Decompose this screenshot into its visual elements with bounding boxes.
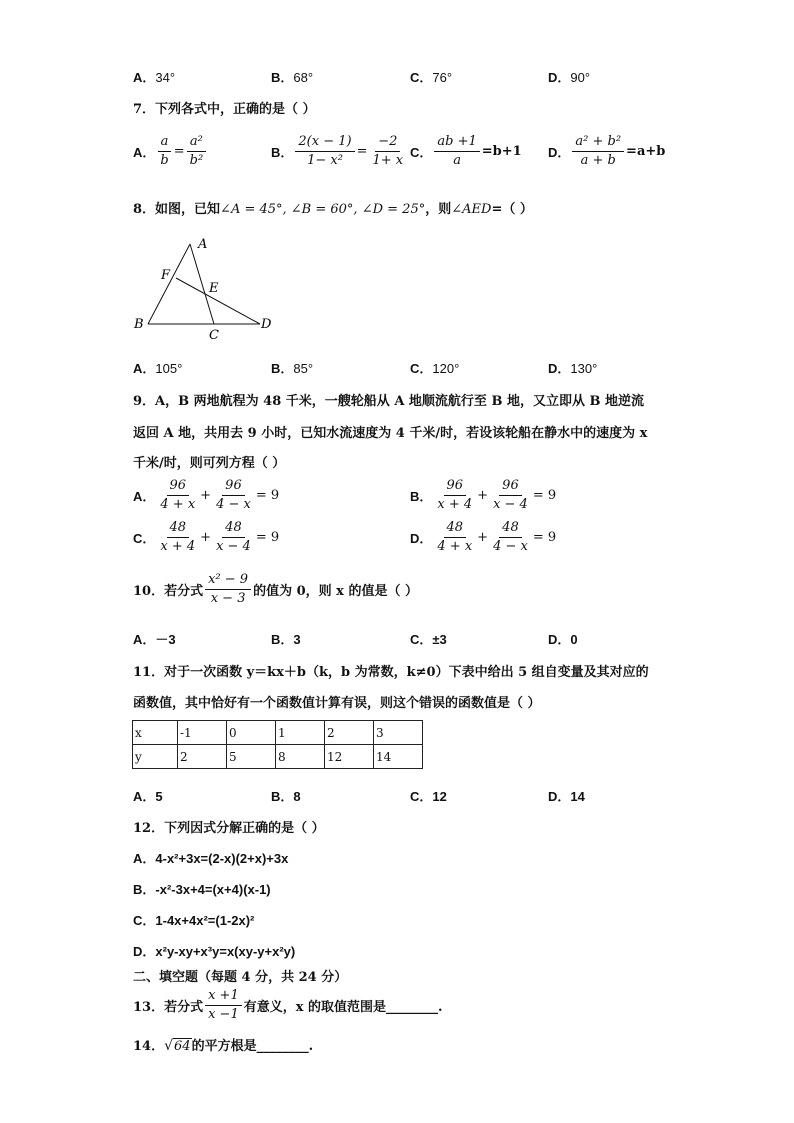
q11-value-table	[132, 720, 423, 769]
q12-option-b: B．-x²-3x+4=(x+4)(x-1)	[133, 882, 271, 897]
q10-option-d: D．0	[548, 632, 578, 647]
label-c: C	[209, 328, 219, 343]
q7-option-c: C． $\frac{ab +1}{a}$ =b+1	[410, 134, 522, 168]
q10-option-c: C．±3	[410, 632, 447, 647]
table-cell: 12	[325, 745, 374, 769]
q8-stem: 8．如图，已知∠A = 45°, ∠B = 60°, ∠D = 25°，则∠AED=（ ）	[133, 202, 533, 217]
table-cell: 3	[374, 721, 423, 745]
label-b: B	[134, 317, 144, 332]
q7-option-d: D． $\frac{\text{a² + b²}}{a + b}$ =a+b	[548, 134, 666, 168]
q9-stem-line1: 9．A，B 两地航程为 48 千米，一艘轮船从 A 地顺流航行至 B 地，又立即从 B 地逆流	[133, 394, 645, 409]
q11-stem-line1: 11．对于一次函数 y＝kx＋b（k，b 为常数，k≠0）下表中给出 5 组自变量及其对应的	[133, 665, 649, 680]
q7-option-a: A． $\frac{a}{b}$ = $\frac{\text{a²}}{\text{b²}}$	[133, 134, 208, 169]
q6-option-d: D．90°	[548, 70, 591, 85]
table-cell: 5	[227, 745, 276, 769]
table-cell: 0	[227, 721, 276, 745]
q10-option-b: B．3	[271, 632, 301, 647]
q8-triangle-figure	[128, 232, 288, 344]
q11-option-a: A．5	[133, 789, 163, 804]
table-cell: 2	[325, 721, 374, 745]
table-cell: 2	[178, 745, 227, 769]
table-row-y	[133, 745, 423, 769]
q11-option-b: B．8	[271, 789, 301, 804]
q6-option-b: B．68°	[271, 70, 314, 85]
q8-option-b: B．85°	[271, 361, 314, 376]
q7-option-b: B． $\frac{2(x - 1)}{\text{1− x²}}$ = $\frac{-2}{1+ x}$	[271, 134, 404, 168]
label-d: D	[261, 317, 272, 332]
segment-ba	[148, 244, 190, 324]
q8-option-d: D．130°	[548, 361, 598, 376]
q9-option-c: C． $\frac{48}{x + 4}$ + $\frac{48}{x - 4}$ = 9	[133, 520, 280, 554]
q7-stem: 7．下列各式中，正确的是（ ）	[133, 102, 316, 117]
q12-option-c: C．1-4x+4x²=(1-2x)²	[133, 913, 255, 928]
table-cell: -1	[178, 721, 227, 745]
q11-stem-line2: 函数值，其中恰好有一个函数值计算有误，则这个错误的函数值是（ ）	[133, 696, 541, 711]
table-cell: 1	[276, 721, 325, 745]
q8-option-c: C．120°	[410, 361, 460, 376]
q12-option-d: D．x²y-xy+x³y=x(xy-y+x²y)	[133, 944, 296, 959]
table-cell: 14	[374, 745, 423, 769]
sqrt-radicand: 64	[174, 1039, 191, 1054]
table-cell: x	[133, 721, 178, 745]
q11-option-c: C．12	[410, 789, 447, 804]
q6-option-a: A．34°	[133, 70, 176, 85]
table-cell: 8	[276, 745, 325, 769]
q10-stem: 10．若分式 $\frac{\text{x² − 9}}{x - 3}$ 的值为 0，则 x 的值是（ ）	[133, 572, 418, 606]
q9-option-b: B． $\frac{96}{x + 4}$ + $\frac{96}{x - 4}$ = 9	[410, 478, 557, 512]
table-cell: y	[133, 745, 178, 769]
q14-stem: 14．√64的平方根是________.	[133, 1038, 314, 1054]
q9-stem-line3: 千米/时，则可列方程（ ）	[133, 456, 286, 471]
section-heading: 二、填空题（每题 4 分，共 24 分）	[133, 970, 348, 985]
q9-option-d: D． $\frac{48}{4 + x}$ + $\frac{48}{4 - x}$ = 9	[410, 520, 557, 554]
table-row-x	[133, 721, 423, 745]
label-a: A	[198, 237, 208, 252]
q12-stem: 12．下列因式分解正确的是（ ）	[133, 821, 325, 836]
q10-option-a: A．－3	[133, 632, 176, 647]
q6-option-c: C．76°	[410, 70, 453, 85]
label-f: F	[161, 268, 171, 283]
q11-option-d: D．14	[548, 789, 585, 804]
q8-option-a: A．105°	[133, 361, 183, 376]
label-e: E	[209, 281, 219, 296]
q9-option-a: A． $\frac{96}{4 + x}$ + $\frac{96}{4 - x}$ = 9	[133, 478, 280, 512]
q12-option-a: A．4-x²+3x=(2-x)(2+x)+3x	[133, 851, 289, 866]
q9-stem-line2: 返回 A 地，共用去 9 小时，已知水流速度为 4 千米/时，若设该轮船在静水中的速度为 x	[133, 426, 648, 441]
q13-stem: 13．若分式 $\frac{x +1}{x -1}$ 有意义，x 的取值范围是________.	[133, 988, 443, 1022]
